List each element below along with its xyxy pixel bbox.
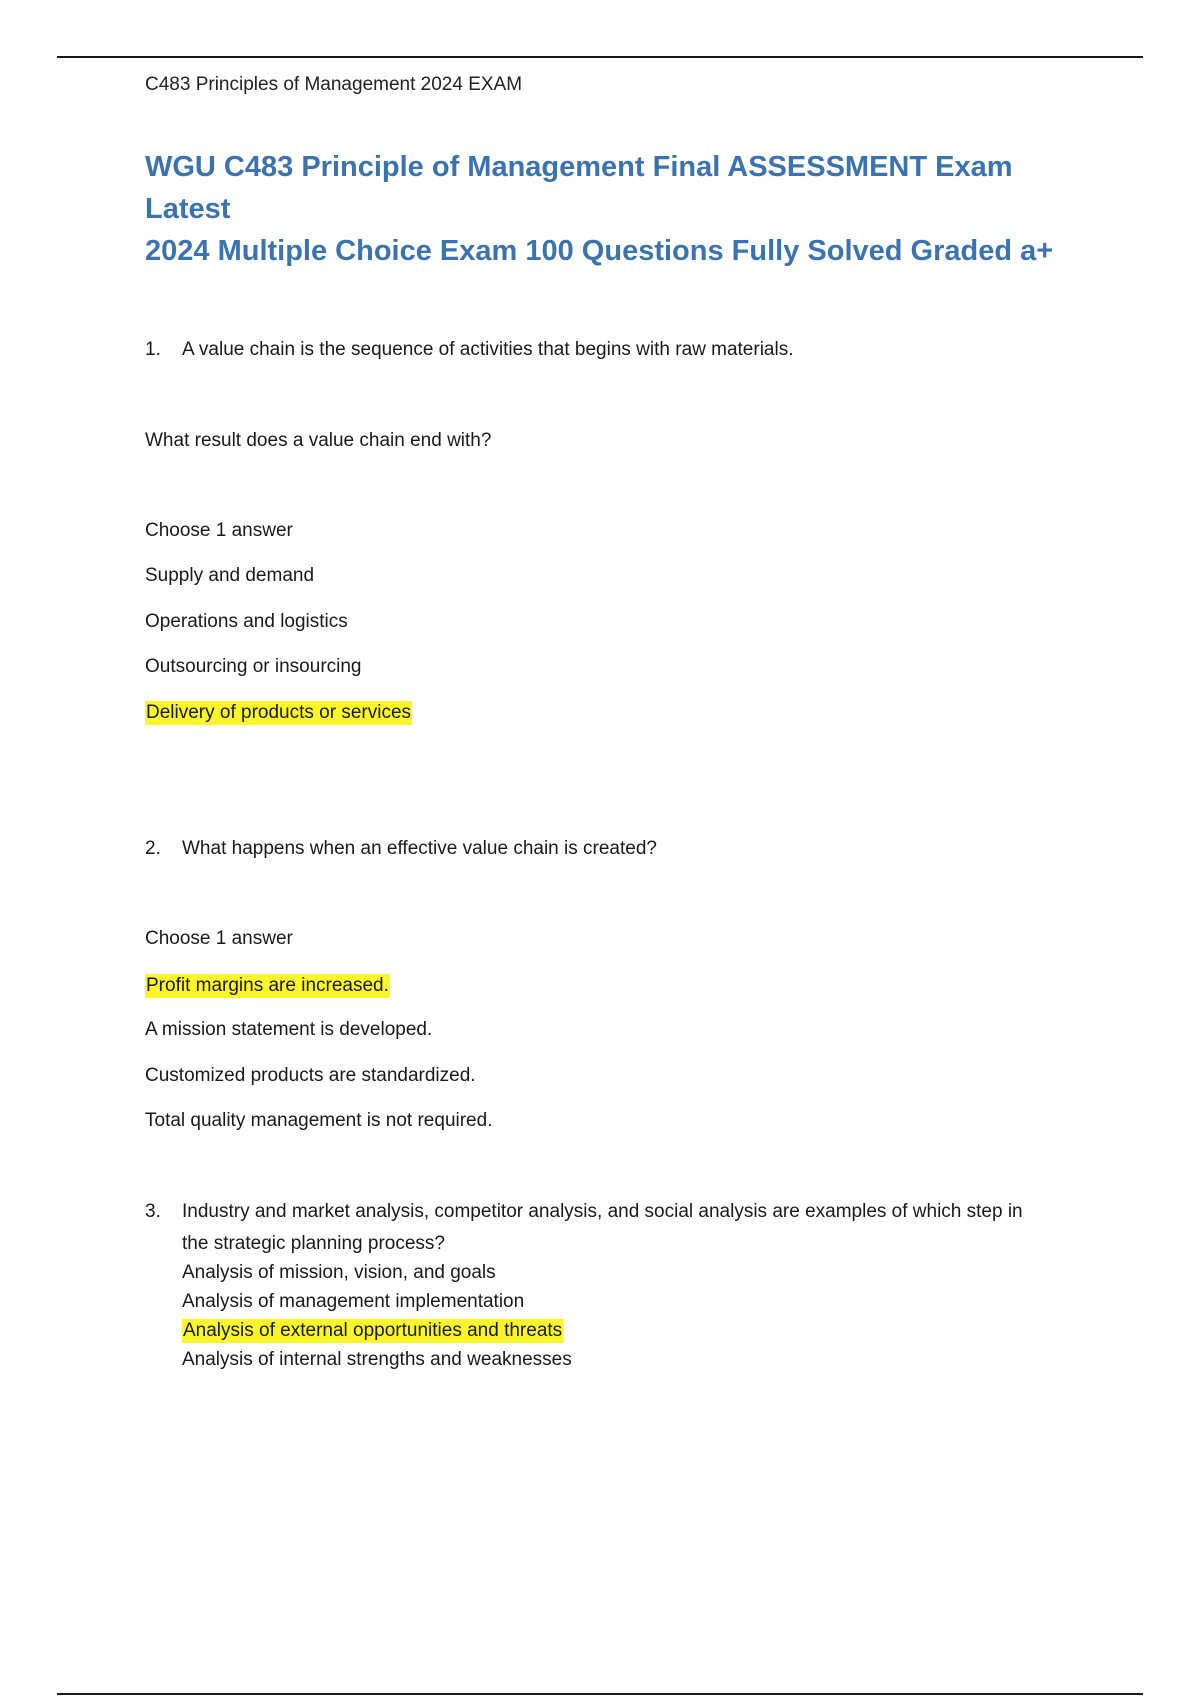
question-2-stem [145, 836, 657, 862]
question-2-option-b: A mission statement is developed. [145, 1019, 433, 1040]
question-1-stem [145, 337, 794, 363]
question-number: 2. [145, 838, 161, 859]
question-1-prompt: What result does a value chain end with? [145, 430, 492, 451]
document-title [145, 146, 1105, 272]
question-1-option-a: Supply and demand [145, 565, 315, 586]
title-line-1: WGU C483 Principle of Management Final ASSESSMENT Exam Latest [145, 151, 1013, 225]
question-2-instruction: Choose 1 answer [145, 928, 293, 949]
highlighted-answer: Analysis of external opportunities and threats [183, 1320, 563, 1341]
question-3-stem [145, 1199, 1023, 1225]
question-2-option-c: Customized products are standardized. [145, 1065, 476, 1086]
running-header: C483 Principles of Management 2024 EXAM [145, 74, 523, 95]
question-text: Industry and market analysis, competitor analysis, and social analysis are examples of which step in [182, 1201, 1023, 1222]
question-2-option-d: Total quality management is not required. [145, 1110, 493, 1131]
highlighted-answer: Delivery of products or services [146, 702, 412, 723]
title-line-2: 2024 Multiple Choice Exam 100 Questions Fully Solved Graded a+ [145, 235, 1054, 267]
question-1-option-c: Outsourcing or insourcing [145, 656, 362, 677]
question-1-instruction: Choose 1 answer [145, 520, 293, 541]
question-2-option-a [145, 973, 390, 999]
question-text: A value chain is the sequence of activities that begins with raw materials. [182, 339, 794, 360]
question-number: 3. [145, 1201, 161, 1222]
top-rule [57, 56, 1143, 58]
highlighted-answer: Profit margins are increased. [146, 975, 389, 996]
question-3-option-d: Analysis of internal strengths and weaknesses [182, 1349, 572, 1370]
question-1-option-b: Operations and logistics [145, 611, 348, 632]
question-3-stem-continued: the strategic planning process? [182, 1233, 445, 1254]
question-text: What happens when an effective value chain is created? [182, 838, 657, 859]
question-3-option-b: Analysis of management implementation [182, 1291, 525, 1312]
bottom-rule [57, 1693, 1143, 1695]
question-3-option-c [182, 1316, 563, 1345]
question-1-option-d [145, 700, 412, 726]
question-3-option-a: Analysis of mission, vision, and goals [182, 1262, 496, 1283]
question-number: 1. [145, 339, 161, 360]
